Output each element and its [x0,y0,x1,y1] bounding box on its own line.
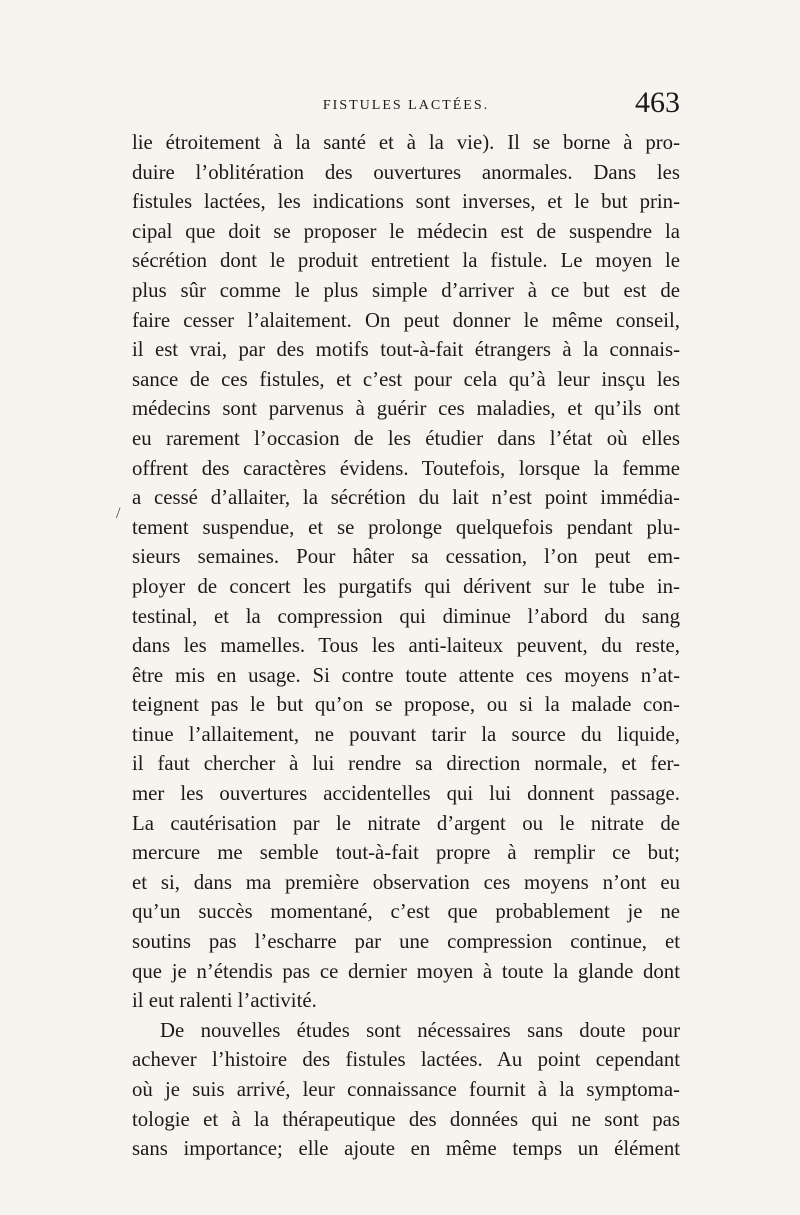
margin-mark: / [116,505,121,522]
running-title: FISTULES LACTÉES. [322,98,490,113]
text-line: tologie et à la thérapeutique des données qui ne sont pas [132,1107,680,1131]
text-line: il est vrai, par des motifs tout-à-fait étrangers à la connais- [132,338,680,362]
text-line: tinue l’allaitement, ne pouvant tarir la source du liquide, [132,722,680,746]
text-line: plus sûr comme le plus simple d’arriver à ce but est de [132,278,680,302]
text-line: sans importance; elle ajoute en même temps un élément [132,1137,680,1161]
text-line: duire l’oblitération des ouvertures anormales. Dans les [132,160,680,184]
text-line: ployer de concert les purgatifs qui dérivent sur le tube in- [132,574,680,598]
text-line: dans les mamelles. Tous les anti-laiteux peuvent, du reste, [132,634,680,658]
text-line: sance de ces fistules, et c’est pour cela qu’à leur insçu les [132,367,680,391]
text-line: médecins sont parvenus à guérir ces maladies, et qu’ils ont [132,397,680,421]
text-line: cipal que doit se proposer le médecin est de suspendre la [132,219,680,243]
text-line: achever l’histoire des fistules lactées. Au point cependant [132,1048,680,1072]
text-line: eu rarement l’occasion de les étudier dans l’état où elles [132,426,680,450]
text-line: qu’un succès momentané, c’est que probablement je ne [132,900,680,924]
text-line: lie étroitement à la santé et à la vie). Il se borne à pro- [132,131,680,154]
text-line: mer les ouvertures accidentelles qui lui donnent passage. [132,782,680,806]
body-text [132,128,680,1164]
text-line: offrent des caractères évidens. Toutefois, lorsque la femme [132,456,680,480]
text-line: mercure me semble tout-à-fait propre à remplir ce but; [132,841,680,865]
text-line: sieurs semaines. Pour hâter sa cessation, l’on peut em- [132,545,680,569]
text-line: soutins pas l’escharre par une compression continue, et [132,930,680,954]
text-line: a cessé d’allaiter, la sécrétion du lait n’est point immédia- [132,486,680,510]
text-line: faire cesser l’alaitement. On peut donner le même conseil, [132,308,680,332]
text-line: teignent pas le but qu’on se propose, ou si la malade con- [132,693,680,717]
text-line: La cautérisation par le nitrate d’argent ou le nitrate de [132,811,680,835]
text-line: être mis en usage. Si contre toute attente ces moyens n’at- [132,663,680,687]
text-line: il eut ralenti l’activité. [132,989,317,1013]
text-line: sécrétion dont le produit entretient la fistule. Le moyen le [132,249,680,273]
paragraph-start-line: De nouvelles études sont nécessaires sans doute pour [160,1018,680,1042]
page-header [132,88,680,124]
text-line: que je n’étendis pas ce dernier moyen à toute la glande dont [132,959,680,983]
page-number: 463 [635,86,680,119]
text-line: et si, dans ma première observation ces moyens n’ont eu [132,870,680,894]
text-line: où je suis arrivé, leur connaissance fournit à la symptoma- [132,1078,680,1101]
text-line: testinal, et la compression qui diminue l’abord du sang [132,604,680,628]
text-line: fistules lactées, les indications sont inverses, et le but prin- [132,190,680,214]
text-line: tement suspendue, et se prolonge quelquefois pendant plu- [132,515,680,539]
text-line: il faut chercher à lui rendre sa direction normale, et fer- [132,752,680,776]
